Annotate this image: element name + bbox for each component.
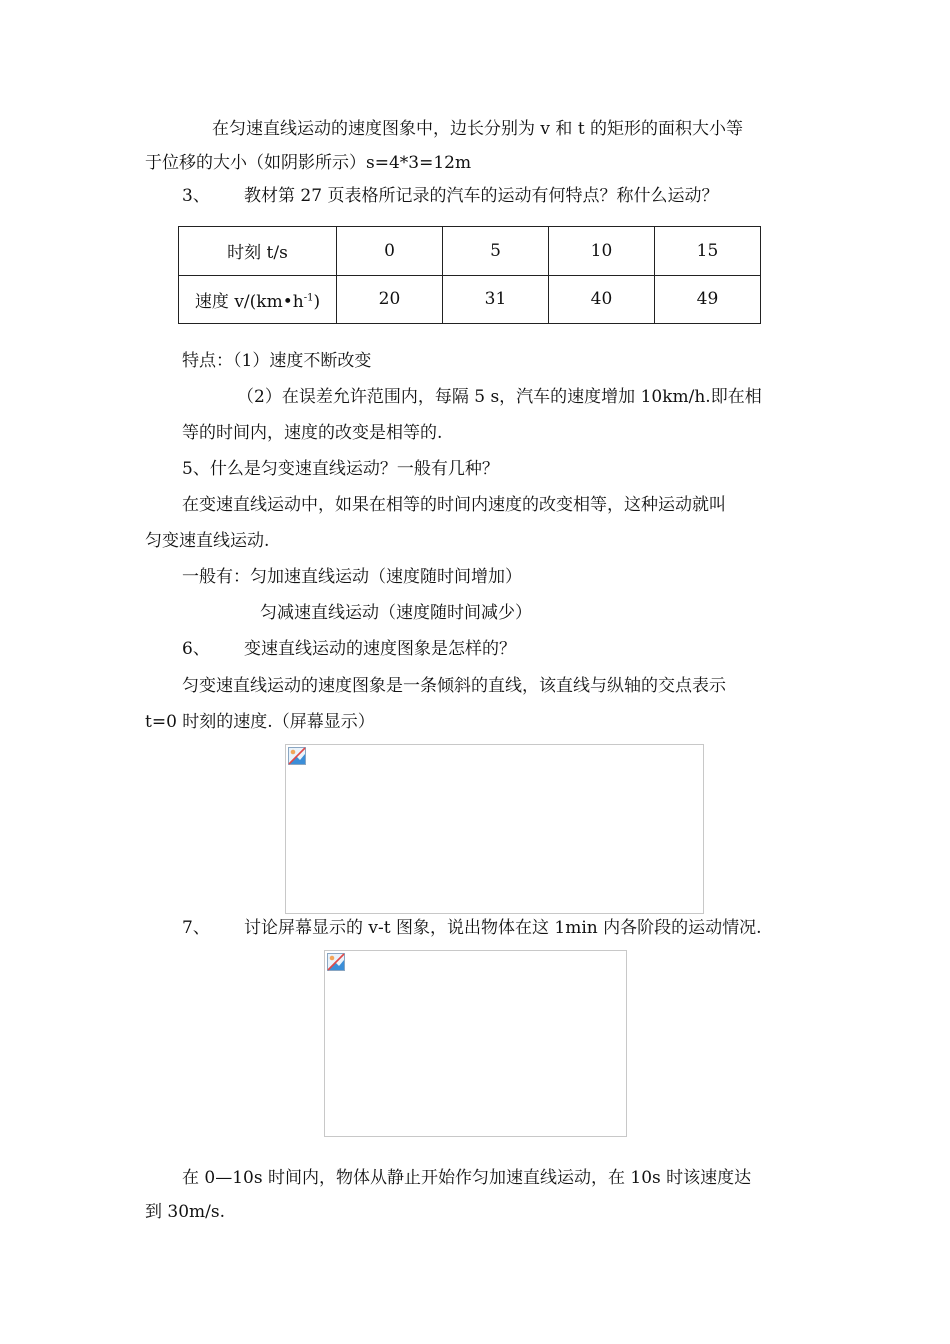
table-cell: 10: [549, 227, 655, 276]
answer-line: t=0 时刻的速度.（屏幕显示）: [145, 712, 375, 732]
table-cell: 15: [655, 227, 761, 276]
table-cell: 5: [443, 227, 549, 276]
paragraph-line: 在匀速直线运动的速度图象中，边长分别为 v 和 t 的矩形的面积大小等: [212, 119, 744, 139]
paragraph-line: 于位移的大小（如阴影所示）s=4*3=12m: [145, 153, 472, 173]
table-cell: 31: [443, 275, 549, 324]
table-cell: 0: [337, 227, 443, 276]
image-placeholder: [285, 744, 704, 914]
speed-time-table: [178, 226, 761, 324]
feature-line: 特点：（1）速度不断改变: [182, 351, 372, 371]
table-row: [179, 227, 761, 276]
header-suffix: ): [313, 291, 321, 312]
question-number: 3、: [182, 186, 210, 206]
answer-line: 在变速直线运动中，如果在相等的时间内速度的改变相等，这种运动就叫: [182, 495, 726, 515]
kinds-line: 一般有：匀加速直线运动（速度随时间增加）: [182, 567, 522, 587]
table-header-cell: [179, 275, 337, 324]
broken-image-icon: [288, 747, 306, 765]
question-6: [182, 638, 516, 660]
broken-image-icon: [327, 953, 345, 971]
header-superscript: -1: [303, 292, 314, 304]
answer-line: 到 30m/s.: [145, 1202, 226, 1222]
answer-line: 匀变速直线运动的速度图象是一条倾斜的直线，该直线与纵轴的交点表示: [182, 676, 726, 696]
question-text: 变速直线运动的速度图象是怎样的？: [244, 639, 516, 659]
kinds-line: 匀减速直线运动（速度随时间减少）: [260, 603, 532, 623]
table-cell: 40: [549, 275, 655, 324]
question-7: [182, 917, 762, 939]
header-prefix: 速度 v/(km•h: [194, 291, 304, 312]
question-5: 5、什么是匀变速直线运动？一般有几种？: [182, 459, 499, 479]
table-header-cell: 时刻 t/s: [179, 227, 337, 276]
feature-line: （2）在误差允许范围内，每隔 5 s，汽车的速度增加 10km/h.即在相: [237, 387, 762, 407]
question-number: 6、: [182, 639, 210, 659]
table-row: [179, 275, 761, 324]
answer-line: 匀变速直线运动.: [145, 531, 270, 551]
question-text: 教材第 27 页表格所记录的汽车的运动有何特点？称什么运动？: [244, 186, 719, 206]
table-cell: 20: [337, 275, 443, 324]
table-cell: 49: [655, 275, 761, 324]
question-number: 7、: [182, 918, 210, 938]
image-placeholder: [324, 950, 627, 1137]
feature-line: 等的时间内，速度的改变是相等的.: [182, 423, 443, 443]
question-text: 讨论屏幕显示的 v-t 图象，说出物体在这 1min 内各阶段的运动情况.: [244, 918, 762, 938]
answer-line: 在 0—10s 时间内，物体从静止开始作匀加速直线运动，在 10s 时该速度达: [182, 1168, 752, 1188]
question-3: [182, 185, 718, 207]
